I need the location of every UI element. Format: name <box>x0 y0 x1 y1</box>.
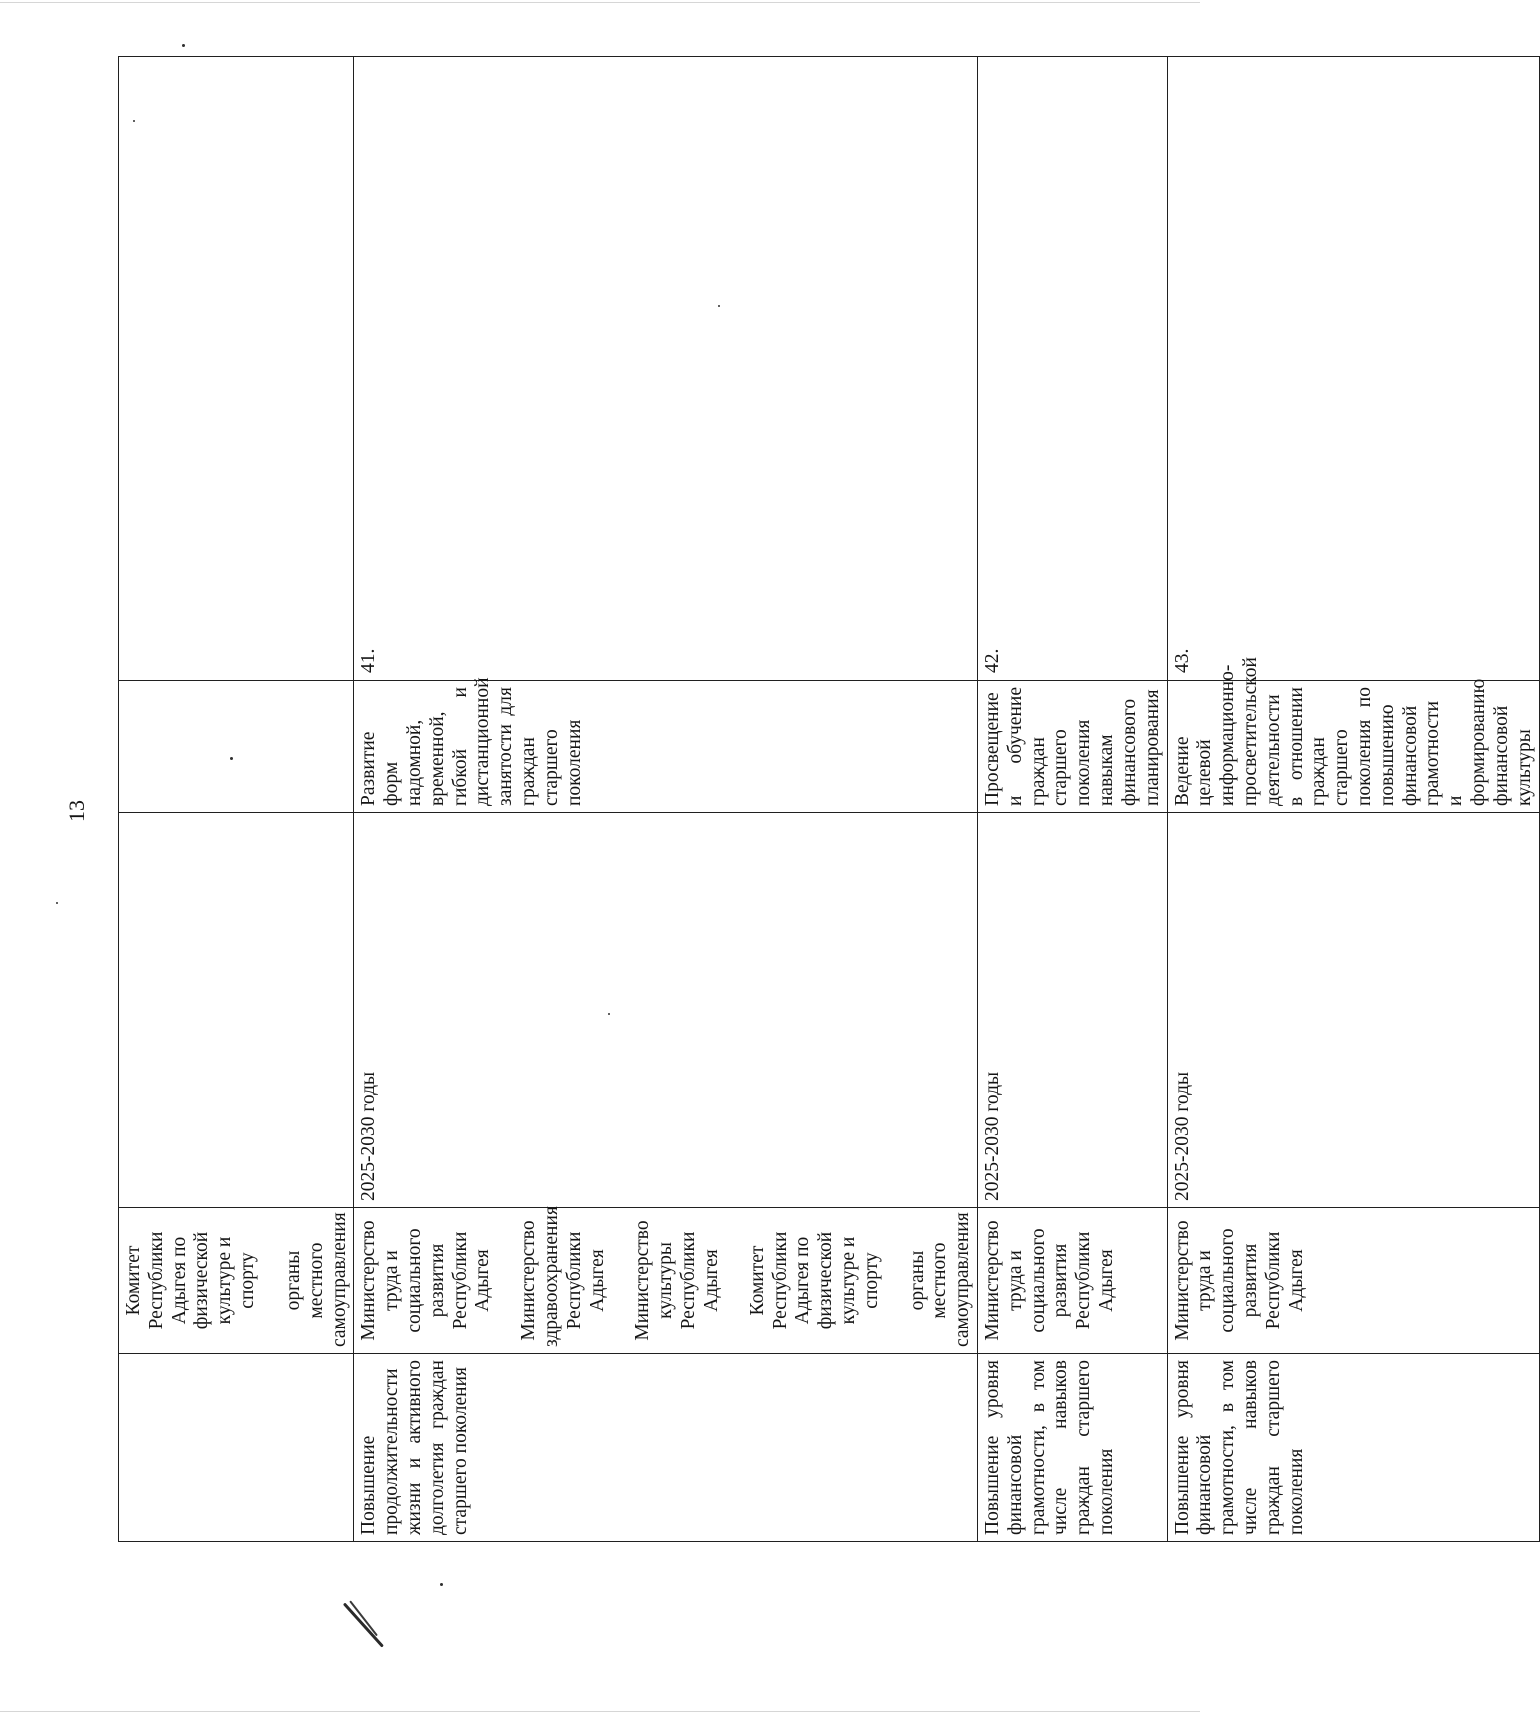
executor-line: Комитет Республики Адыгея по физической культуре и спорту <box>746 1231 882 1330</box>
executor-line: Министерство труда и социального развития Республики Адыгея <box>982 1220 1118 1341</box>
executor-line: Министерство труда и социального развития Республики Адыгея <box>1171 1220 1307 1341</box>
measures-table <box>118 56 1540 1542</box>
period-cell: 2025-2030 годы <box>1167 813 1539 1208</box>
row-number-cell <box>119 57 354 681</box>
result-cell: Повышение уровня финансовой грамотности, в том числе навыков граждан старшего поколения <box>1167 1354 1539 1542</box>
scan-speck <box>230 757 233 760</box>
pen-mark <box>343 1602 384 1647</box>
table-row <box>978 57 1168 1542</box>
result-cell: Повышение уровня финансовой грамотности, в том числе навыков граждан старшего поколения <box>978 1354 1168 1542</box>
scan-speck <box>440 1583 443 1586</box>
scan-speck <box>608 1013 610 1015</box>
row-number-cell: 42. <box>978 57 1168 681</box>
event-cell: Развитие форм надомной, временной, гибкой и дистанционной занятости для граждан старшего поколения <box>354 681 978 813</box>
scan-speck <box>182 44 185 47</box>
page-number: 13 <box>64 800 89 822</box>
period-cell: 2025-2030 годы <box>354 813 978 1208</box>
scan-speck <box>133 120 135 122</box>
scan-speck <box>56 902 58 904</box>
executor-line: органы местного самоуправления <box>282 1212 350 1347</box>
executor-line: Министерство труда и социального развития Республики Адыгея <box>358 1220 494 1341</box>
rotated-table-container <box>118 57 1535 1542</box>
event-cell <box>119 681 354 813</box>
scan-artifact-bottom <box>0 1711 1200 1712</box>
scan-speck <box>718 305 720 307</box>
executor-line: органы местного самоуправления <box>906 1212 974 1347</box>
executor-line: Министерство здравоохранения Республики Адыгея <box>518 1206 608 1347</box>
executors-cell <box>1167 1208 1539 1354</box>
scan-artifact-top <box>0 2 1200 3</box>
result-cell: Повышение продолжительности жизни и активного долголетия граждан старшего поколения <box>354 1354 978 1542</box>
executor-line: Комитет Республики Адыгея по физической культуре и спорту <box>123 1231 259 1330</box>
result-cell <box>119 1354 354 1542</box>
pen-mark <box>349 1600 378 1636</box>
period-cell <box>119 813 354 1208</box>
event-cell: Ведение целевой информационно-просветительской деятельности в отношении граждан старшего поколения по повышению финансовой грамотности и формированию финансовой культуры <box>1167 681 1539 813</box>
table-row <box>354 57 978 1542</box>
executors-cell <box>354 1208 978 1354</box>
row-number-cell: 43. <box>1167 57 1539 681</box>
executors-cell <box>978 1208 1168 1354</box>
event-cell: Просвещение и обучение граждан старшего поколения навыкам финансового планирования <box>978 681 1168 813</box>
period-cell: 2025-2030 годы <box>978 813 1168 1208</box>
table-row <box>1167 57 1539 1542</box>
table-row <box>119 57 354 1542</box>
executor-line: Министерство культуры Республики Адыгея <box>632 1220 722 1341</box>
executors-cell <box>119 1208 354 1354</box>
row-number-cell: 41. <box>354 57 978 681</box>
